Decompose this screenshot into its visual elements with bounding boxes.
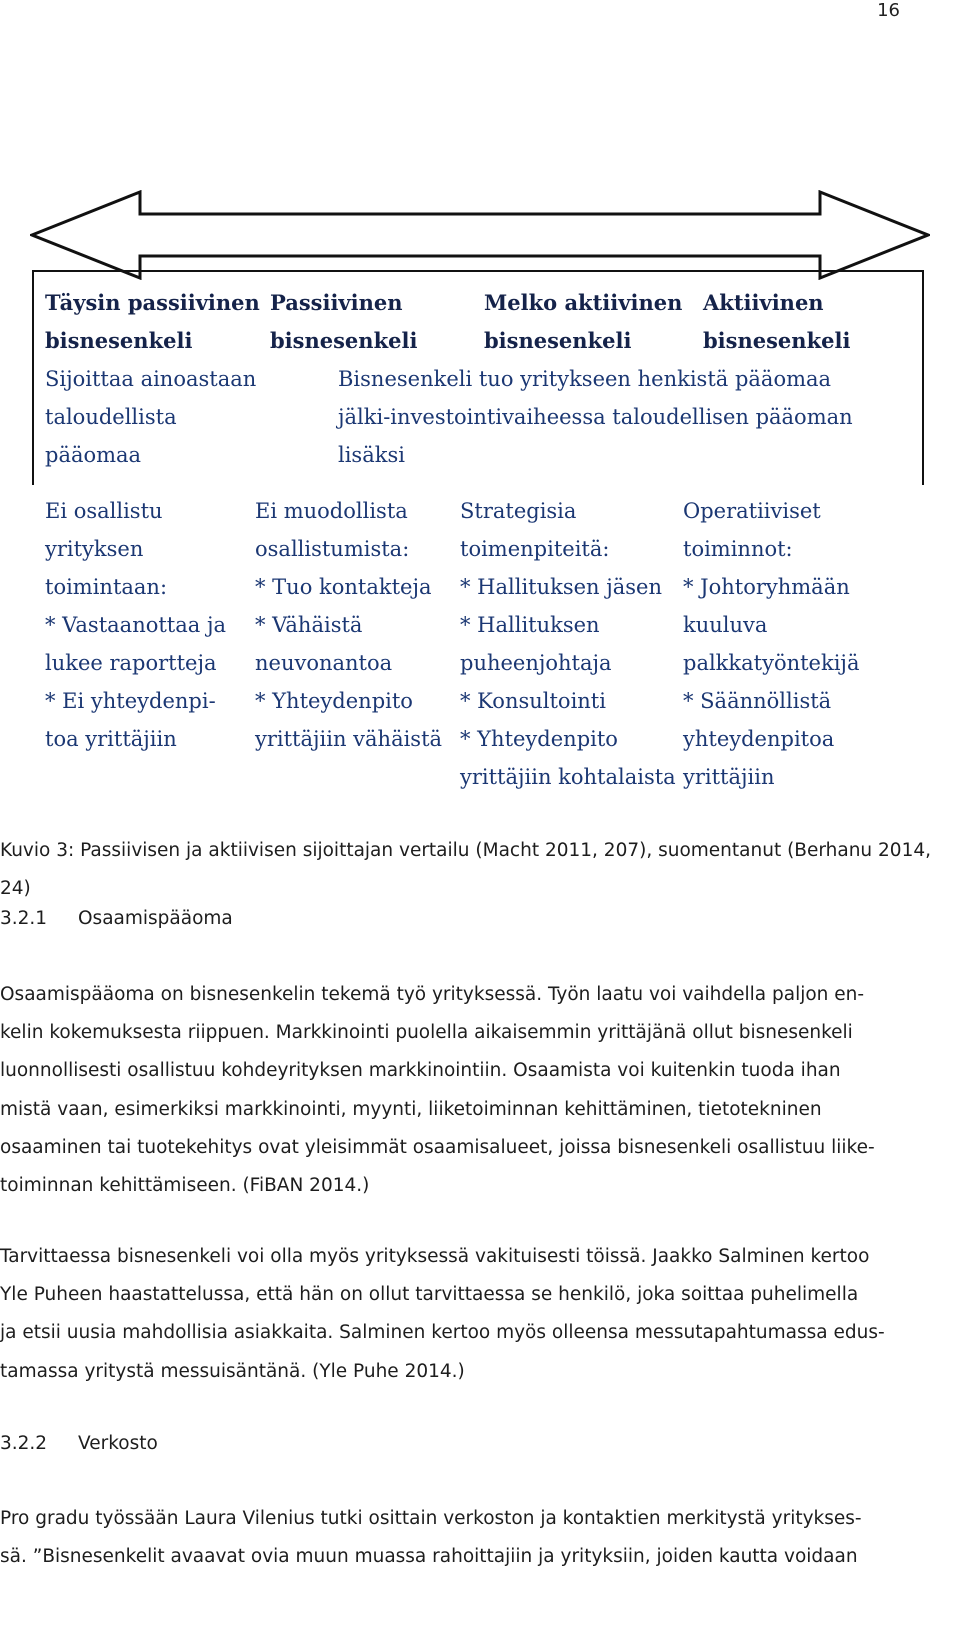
section-heading-3-2-1	[0, 908, 233, 929]
column-header-active: Aktiivinen bisnesenkeli	[703, 290, 851, 353]
body-paragraph: Osaamispääoma on bisnesenkelin tekemä työ yrityksessä. Työn laatu voi vaihdella paljon en- kelin kokemuksesta riippuen. Markkinointi puolella aikaisemmin yrittäjänä ollut bisnesenkeli luonnollisesti osallistuu kohdeyrityksen markkinointiin. Osaamista voi kuitenkin tuoda ihan mistä vaan, esimerkiksi markkinointi, myynti, liiketoiminnan kehittäminen, tietotekninen osaaminen tai tuotekehitys ovat yleisimmät osaamisalueet, joissa bisnesenkeli osallistuu liike- toiminnan kehittämiseen. (FiBAN 2014.)	[0, 984, 875, 1197]
body-paragraph: Tarvittaessa bisnesenkeli voi olla myös yrityksessä vakituisesti töissä. Jaakko Salminen kertoo Yle Puheen haastattelussa, että hän on ollut tarvittaessa se henkilö, joka soittaa puhelimella ja etsii uusia mahdollisia asiakkaita. Salminen kertoo myös olleensa messutapahtumassa edus- tamassa yritystä messuisäntänä. (Yle Puhe 2014.)	[0, 1246, 885, 1382]
body-paragraph: Pro gradu työssään Laura Vilenius tutki osittain verkoston ja kontaktien merkitystä yritykses- sä. ”Bisnesenkelit avaavat ovia muun muassa rahoittajiin ja yrityksiin, joiden kautta voidaan	[0, 1508, 862, 1568]
section-title: Verkosto	[78, 1433, 158, 1454]
intellectual-capital-text: Bisnesenkeli tuo yritykseen henkistä pääomaa jälki-investointivaiheessa taloudellisen pääoman lisäksi	[338, 367, 853, 467]
section-number: 3.2.2	[0, 1433, 48, 1454]
section-number: 3.2.1	[0, 908, 48, 929]
section-heading-3-2-2	[0, 1433, 158, 1454]
financial-capital-text: Sijoittaa ainoastaan taloudellista pääomaa	[45, 367, 257, 467]
section-title: Osaamispääoma	[78, 908, 233, 929]
figure-caption: Kuvio 3: Passiivisen ja aktiivisen sijoittajan vertailu (Macht 2011, 207), suomentanut (Berhanu 2014, 24)	[0, 840, 931, 899]
column-header-fully-passive: Täysin passiivinen bisnesenkeli	[45, 290, 260, 353]
page-number: 16	[877, 0, 900, 21]
diagram-frame-left	[32, 270, 34, 485]
double-arrow-icon	[30, 190, 930, 280]
diagram-frame-top	[32, 270, 924, 272]
activity-fully-passive: Ei osallistu yrityksen toimintaan: * Vastaanottaa ja lukee raportteja * Ei yhteydenpi- toa yrittäjiin	[45, 499, 226, 751]
activity-active: Operatiiviset toiminnot: * Johtoryhmään kuuluva palkkatyöntekijä * Säännöllistä yhteydenpitoa yrittäjiin	[683, 499, 860, 789]
activity-passive: Ei muodollista osallistumista: * Tuo kontakteja * Vähäistä neuvonantoa * Yhteydenpito yrittäjiin vähäistä	[255, 499, 443, 751]
activity-fairly-active: Strategisia toimenpiteitä: * Hallituksen jäsen * Hallituksen puheenjohtaja * Konsultointi * Yhteydenpito yrittäjiin kohtalaista	[460, 499, 676, 789]
diagram-frame-right	[922, 270, 924, 485]
column-header-passive: Passiivinen bisnesenkeli	[270, 290, 418, 353]
investor-comparison-diagram	[32, 270, 924, 810]
column-header-fairly-active: Melko aktiivinen bisnesenkeli	[484, 290, 683, 353]
